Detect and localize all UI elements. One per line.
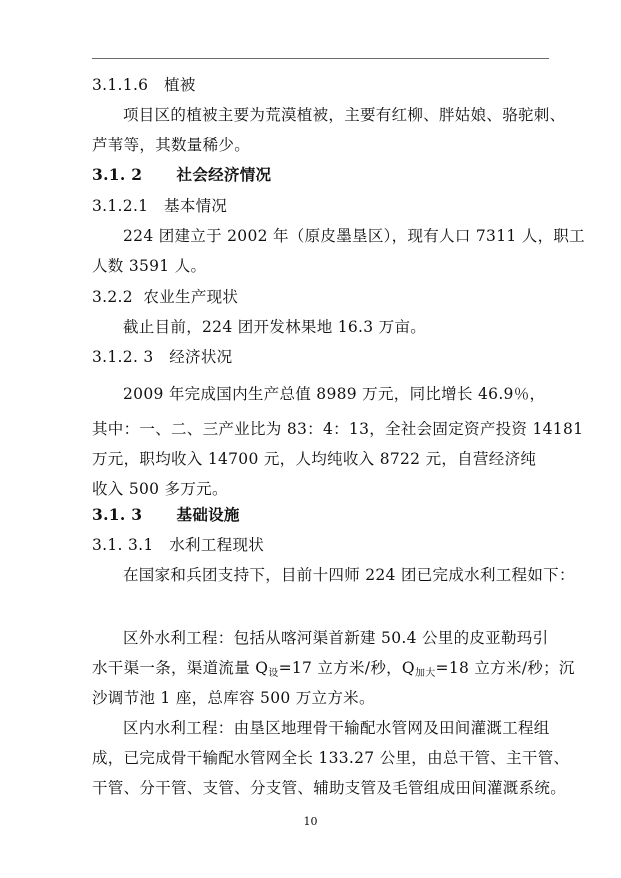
basic-line-2: 人数 3591 人。 [92, 257, 207, 275]
flow-subscript-max: 加大 [414, 668, 436, 679]
outer-water-line-1: 区外水利工程：包括从喀河渠首新建 50.4 公里的皮亚勒玛引 [123, 629, 549, 647]
text-run: 水干渠一条，渠道流量 Q [92, 659, 269, 677]
heading-number: 3.1. 2 [92, 165, 143, 184]
heading-title: 社会经济情况 [176, 165, 272, 184]
text-run: =17 立方米/秒，Q [278, 659, 415, 677]
inner-water-line-2: 成，已完成骨干输配水管网全长 133.27 公里，由总干管、主干管、 [92, 749, 570, 767]
heading-number: 3.2.2 [92, 288, 133, 306]
heading-number: 3.1.1.6 [92, 76, 149, 94]
outer-water-line-2 [92, 658, 575, 684]
page-number: 10 [303, 815, 318, 828]
heading-3-1-2-1 [92, 196, 227, 216]
outer-water-line-3: 沙调节池 1 座，总库容 500 万立方米。 [92, 689, 375, 707]
heading-3-2-2 [92, 287, 238, 307]
heading-number: 3.1. 3 [92, 505, 143, 524]
economy-line-2: 其中：一、二、三产业比为 83：4：13，全社会固定资产投资 14181 [92, 420, 584, 438]
inner-water-line-3: 干管、分干管、支管、分支管、辅助支管及毛管组成田间灌溉系统。 [92, 779, 567, 797]
inner-water-line-1: 区内水利工程：由垦区地理骨干输配水管网及田间灌溉工程组 [123, 719, 550, 737]
vegetation-line-2: 芦苇等，其数量稀少。 [92, 136, 251, 154]
heading-title: 农业生产现状 [143, 288, 239, 306]
agriculture-line: 截止目前，224 团开发林果地 16.3 万亩。 [123, 318, 427, 336]
heading-title: 水利工程现状 [169, 536, 265, 554]
heading-number: 3.1.2. 3 [92, 348, 154, 366]
header-rule [92, 58, 549, 59]
heading-3-1-2 [92, 165, 271, 185]
water-intro-line: 在国家和兵团支持下，目前十四师 224 团已完成水利工程如下： [123, 566, 575, 584]
heading-number: 3.1. 3.1 [92, 536, 154, 554]
economy-line-1: 2009 年完成国内生产总值 8989 万元，同比增长 46.9％， [123, 385, 546, 403]
heading-number: 3.1.2.1 [92, 197, 149, 215]
heading-title: 经济状况 [169, 348, 233, 366]
heading-title: 基础设施 [176, 505, 240, 524]
flow-subscript-design: 设 [268, 668, 279, 679]
heading-3-1-1-6 [92, 75, 196, 95]
heading-3-1-3 [92, 505, 240, 525]
heading-3-1-2-3 [92, 347, 232, 367]
vegetation-line-1: 项目区的植被主要为荒漠植被，主要有红柳、胖姑娘、骆驼刺、 [123, 106, 566, 124]
heading-3-1-3-1 [92, 535, 264, 555]
text-run: =18 立方米/秒；沉 [435, 659, 575, 677]
heading-title: 基本情况 [164, 197, 228, 215]
economy-line-4: 收入 500 多万元。 [92, 480, 228, 498]
basic-line-1: 224 团建立于 2002 年（原皮墨垦区），现有人口 7311 人，职工 [123, 227, 585, 245]
economy-line-3: 万元，职均收入 14700 元，人均纯收入 8722 元，自营经济纯 [92, 450, 537, 468]
heading-title: 植被 [164, 76, 196, 94]
